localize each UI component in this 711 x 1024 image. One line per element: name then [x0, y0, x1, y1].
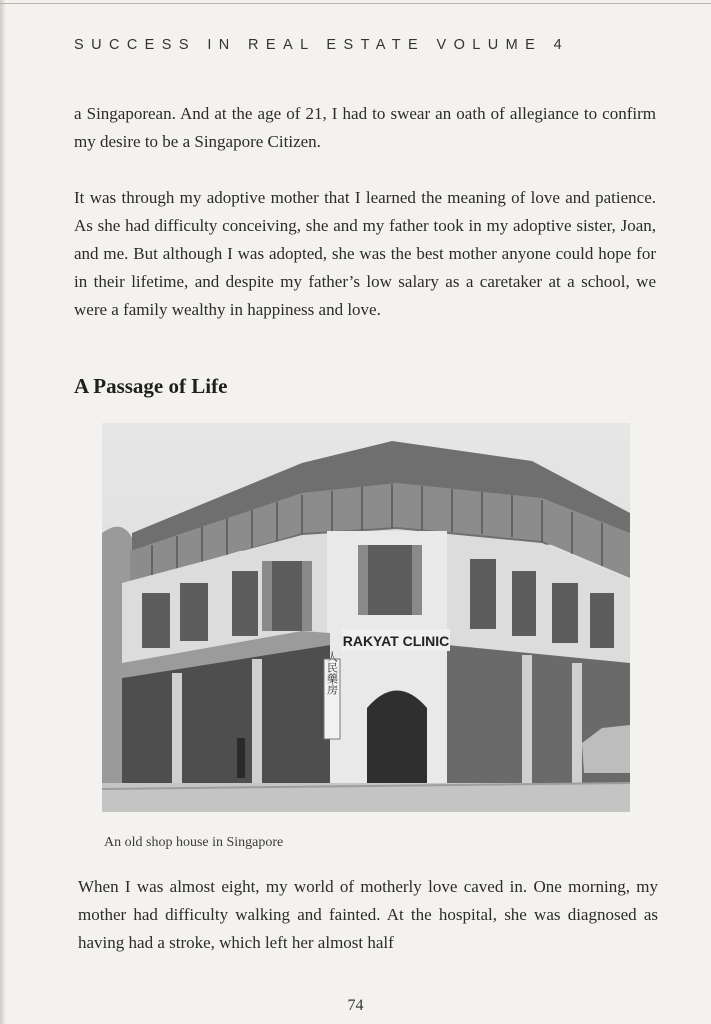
- page-edge-shadow: [0, 0, 6, 1024]
- paragraph-2: It was through my adoptive mother that I learned the meaning of love and patience. As she had difficulty conceiving, she and my father took in my adoptive sister, Joan, and me. But although I was adopted, she was the best mother anyone could hope for in their lifetime, and despite my father’s low salary as a caretaker at a school, we were a family wealthy in happiness and love.: [74, 188, 656, 319]
- running-head: SUCCESS IN REAL ESTATE VOLUME 4: [74, 37, 570, 53]
- clinic-sign-text: RAKYAT CLINIC: [342, 633, 450, 649]
- shophouse-illustration: [102, 423, 630, 812]
- arched-doorway: [367, 691, 427, 784]
- section-heading: A Passage of Life: [74, 374, 228, 398]
- top-rule: [0, 3, 711, 4]
- paragraph-3: When I was almost eight, my world of motherly love caved in. One morning, my mother had difficulty walking and fainted. At the hospital, she was diagnosed as having had a stroke, which left her almost half: [78, 877, 658, 952]
- pedestrian: [237, 738, 245, 778]
- vertical-sign-text: 人民藥房: [325, 651, 339, 695]
- page-number: 74: [347, 997, 364, 1014]
- paragraph-1: a Singaporean. And at the age of 21, I had to swear an oath of allegiance to confirm my desire to be a Singapore Citizen.: [74, 104, 656, 151]
- figure-caption: An old shop house in Singapore: [104, 835, 284, 850]
- shophouse-photo: [102, 423, 630, 812]
